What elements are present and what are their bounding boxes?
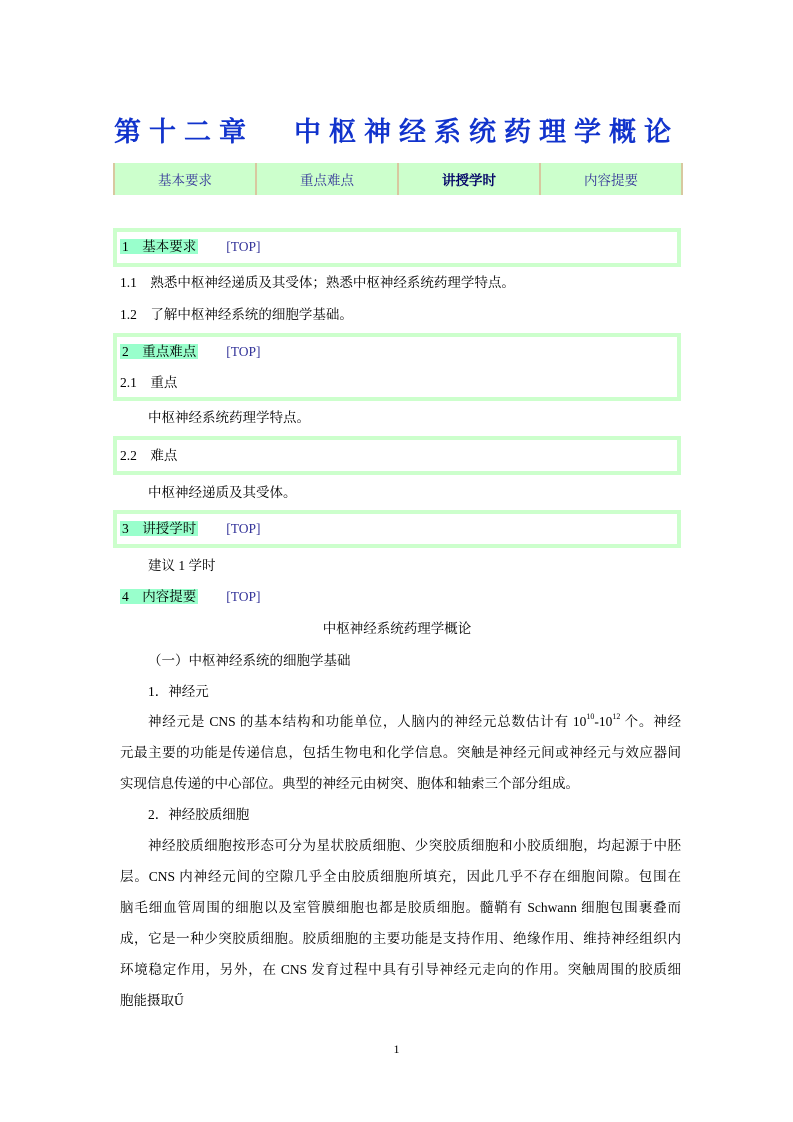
text-run: 神经元是 CNS 的基本结构和功能单位，人脑内的神经元总数估计有 10	[148, 714, 587, 729]
section-1-heading	[120, 237, 680, 257]
nav-basic-requirements[interactable]: 基本要求	[115, 163, 257, 195]
page-number: 1	[393, 1042, 400, 1056]
chapter-number: 第十二章	[114, 117, 254, 148]
key-points-text: 中枢神经系统药理学特点。	[148, 410, 310, 425]
top-link[interactable]: [TOP]	[226, 239, 261, 254]
paragraph-line: 层。CNS 内神经元间的空隙几乎全由胶质细胞所填充，因此几乎不存在细胞间隙。包围在	[120, 869, 681, 884]
teaching-hours-text: 建议 1 学时	[148, 558, 216, 573]
paragraph-line: 环境稳定作用，另外，在 CNS 发育过程中具有引导神经元走向的作用。突触周围的胶质细	[120, 962, 681, 977]
paragraph-line: 脑毛细血管周围的细胞以及室管膜细胞也都是胶质细胞。髓鞘有 Schwann 细胞包围裹叠而	[120, 900, 681, 915]
section-nav	[113, 163, 683, 195]
neuron-heading: 1．神经元	[148, 684, 209, 699]
section-4-heading	[120, 587, 680, 607]
difficulties-text: 中枢神经递质及其受体。	[148, 485, 297, 500]
nav-teaching-hours[interactable]: 讲授学时	[399, 163, 541, 195]
subheading-key-points: 2.1 重点	[120, 375, 178, 390]
heading-text: 3 讲授学时	[122, 521, 197, 536]
text-run: 个。神经	[620, 714, 682, 729]
heading-text: 2 重点难点	[122, 344, 197, 359]
top-link[interactable]: [TOP]	[226, 344, 261, 359]
exponent: 12	[612, 712, 621, 721]
chapter-title	[0, 110, 793, 149]
paragraph-line: 成，它是一种少突胶质细胞。胶质细胞的主要功能是支持作用、绝缘作用、维持神经组织内	[120, 931, 681, 946]
paragraph-line: 胞能摄取Ű	[120, 993, 184, 1008]
nav-content-summary[interactable]: 内容提要	[541, 163, 683, 195]
chapter-name: 中枢神经系统药理学概论	[294, 117, 679, 148]
part-heading: （一）中枢神经系统的细胞学基础	[148, 653, 351, 668]
paragraph-line: 神经胶质细胞按形态可分为星状胶质细胞、少突胶质细胞和小胶质细胞，均起源于中胚	[148, 838, 681, 853]
top-link[interactable]: [TOP]	[226, 589, 261, 604]
heading-text: 1 基本要求	[122, 239, 197, 254]
subheading-difficulties: 2.2 难点	[120, 448, 178, 463]
paragraph-line: 元最主要的功能是传递信息，包括生物电和化学信息。突触是神经元间或神经元与效应器间	[120, 745, 681, 760]
heading-text: 4 内容提要	[122, 589, 197, 604]
text-run: -10	[594, 714, 613, 729]
paragraph-line	[120, 712, 681, 743]
exponent: 10	[586, 712, 595, 721]
top-link[interactable]: [TOP]	[226, 521, 261, 536]
glia-paragraph	[120, 836, 681, 1022]
neuron-paragraph	[120, 712, 681, 805]
section-2-heading	[120, 342, 680, 362]
section-3-heading	[120, 519, 680, 539]
nav-key-points[interactable]: 重点难点	[257, 163, 399, 195]
glia-heading: 2．神经胶质细胞	[148, 807, 250, 822]
paragraph-line: 实现信息传递的中心部位。典型的神经元由树突、胞体和轴索三个部分组成。	[120, 776, 579, 791]
requirement-item: 1.2 了解中枢神经系统的细胞学基础。	[120, 307, 353, 322]
summary-title: 中枢神经系统药理学概论	[322, 621, 472, 636]
requirement-item: 1.1 熟悉中枢神经递质及其受体；熟悉中枢神经系统药理学特点。	[120, 275, 515, 290]
